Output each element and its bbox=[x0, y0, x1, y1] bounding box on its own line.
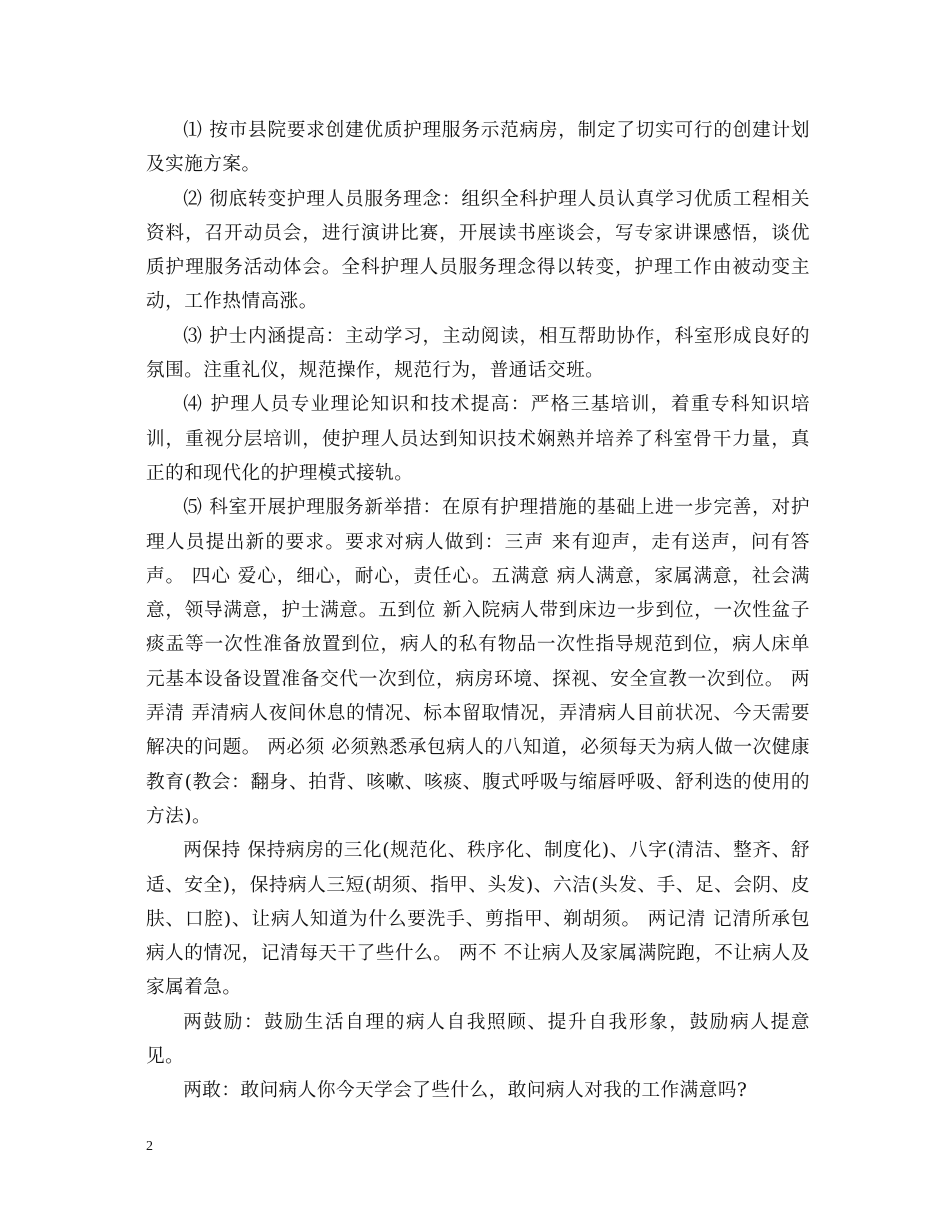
paragraph-2: ⑵ 彻底转变护理人员服务理念：组织全科护理人员认真学习优质工程相关资料，召开动员会，进行演讲比赛，开展读书座谈会，写专家讲课感悟，谈优质护理服务活动体会。全科护理人员服务理念得以转变，护理工作由被动变主动，工作热情高涨。 bbox=[146, 188, 810, 313]
paragraph-1: ⑴ 按市县院要求创建优质护理服务示范病房，制定了切实可行的创建计划及实施方案。 bbox=[146, 120, 810, 176]
page-number: 2 bbox=[146, 1139, 153, 1154]
paragraph-8: 两敢：敢问病人你今天学会了些什么，敢问病人对我的工作满意吗? bbox=[183, 1080, 748, 1102]
paragraph-7: 两鼓励：鼓励生活自理的病人自我照顾、提升自我形象，鼓励病人提意见。 bbox=[146, 1011, 810, 1068]
paragraph-4: ⑷ 护理人员专业理论知识和技术提高：严格三基培训，着重专科知识培训，重视分层培训，使护理人员达到知识技术娴熟并培养了科室骨干力量，真正的和现代化的护理模式接轨。 bbox=[146, 394, 810, 484]
paragraph-6: 两保持 保持病房的三化(规范化、秩序化、制度化)、八字(清洁、整齐、舒适、安全)，保持病人三短(胡须、指甲、头发)、六洁(头发、手、足、会阴、皮肤、口腔)、让病人知道为什么要洗手、剪指甲、剃胡须。 两记清 记清所承包病人的情况，记清每天干了些什么。 两不 不让病人及家属满院跑，不让病人及家属着急。 bbox=[146, 840, 810, 999]
document-body bbox=[146, 114, 810, 1109]
paragraph-3: ⑶ 护士内涵提高：主动学习，主动阅读，相互帮助协作，科室形成良好的氛围。注重礼仪，规范操作，规范行为，普通话交班。 bbox=[146, 325, 810, 382]
paragraph-5: ⑸ 科室开展护理服务新举措：在原有护理措施的基础上进一步完善，对护理人员提出新的要求。要求对病人做到：三声 来有迎声，走有送声，问有答声。 四心 爱心，细心，耐心，责任心。五满意 病人满意，家属满意，社会满意，领导满意，护士满意。五到位 新入院病人带到床边一步到位，一次性盆子痰盂等一次性准备放置到位，病人的私有物品一次性指导规范到位，病人床单元基本设备设置准备交代一次到位，病房环境、探视、安全宣教一次到位。 两弄清 弄清病人夜间休息的情况、标本留取情况，弄清病人目前状况、今天需要解决的问题。 两必须 必须熟悉承包病人的八知道，必须每天为病人做一次健康教育(教会：翻身、拍背、咳嗽、咳痰、腹式呼吸与缩唇呼吸、舒利迭的使用的方法)。 bbox=[146, 497, 810, 827]
